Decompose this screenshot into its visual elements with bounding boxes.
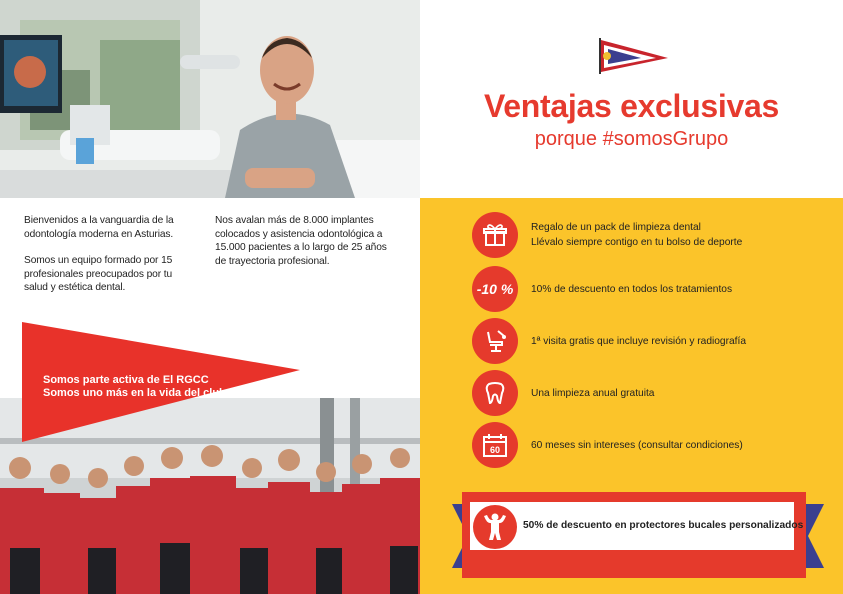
- benefit-item: [472, 422, 743, 468]
- page-title: Ventajas exclusivas: [484, 88, 779, 124]
- benefit-line: 60 meses sin intereses (consultar condiciones): [531, 439, 743, 451]
- gift-icon: [472, 212, 518, 258]
- benefit-item: [472, 212, 742, 258]
- benefit-text: [531, 386, 654, 401]
- benefit-line: Regalo de un pack de limpieza dental: [531, 222, 701, 233]
- discount-badge: -10 %: [476, 281, 514, 297]
- benefit-item: [472, 266, 732, 312]
- benefit-line: Una limpieza anual gratuita: [531, 387, 655, 399]
- benefit-item: [472, 370, 654, 416]
- dentist-photo: [0, 0, 420, 198]
- pennant-line-2: Somos uno más en la vida del club: [43, 386, 226, 399]
- benefit-text: [531, 334, 746, 349]
- promo-text: 50% de descuento en protectores bucales personalizados: [523, 520, 804, 531]
- intro-paragraph-2: Somos un equipo formado por 15 profesionales preocupados por tu salud y estética dental.: [24, 255, 173, 294]
- pennant-text: [43, 374, 226, 399]
- benefit-text: [531, 282, 732, 297]
- intro-text-right: [215, 214, 395, 268]
- calendar-icon: [472, 422, 518, 468]
- calendar-badge: 60: [489, 445, 501, 455]
- benefit-text: [531, 220, 742, 250]
- left-column: [0, 0, 420, 594]
- discount-icon: [472, 266, 518, 312]
- benefit-item: [472, 318, 746, 364]
- benefit-text: [531, 438, 743, 453]
- benefit-line: 1ª visita gratis que incluye revisión y radiografía: [531, 335, 746, 347]
- club-pennant-logo-icon: [596, 36, 672, 80]
- athlete-icon: [473, 505, 517, 549]
- intro-text-left: [24, 214, 189, 295]
- intro-paragraph-3: Nos avalan más de 8.000 implantes colocados y asistencia odontológica a 15.000 pacientes a lo largo de 25 años de trayectoria profesional.: [215, 215, 387, 267]
- intro-paragraph-1: Bienvenidos a la vanguardia de la odontología moderna en Asturias.: [24, 215, 174, 240]
- benefit-line: Llévalo siempre contigo en tu bolso de deporte: [531, 237, 743, 248]
- pennant-line-1: Somos parte activa de El RGCC: [43, 374, 209, 386]
- tooth-icon: [472, 370, 518, 416]
- benefit-line: 10% de descuento en todos los tratamientos: [531, 283, 733, 295]
- page-subtitle: porque #somosGrupo: [534, 128, 729, 150]
- dental-chair-icon: [472, 318, 518, 364]
